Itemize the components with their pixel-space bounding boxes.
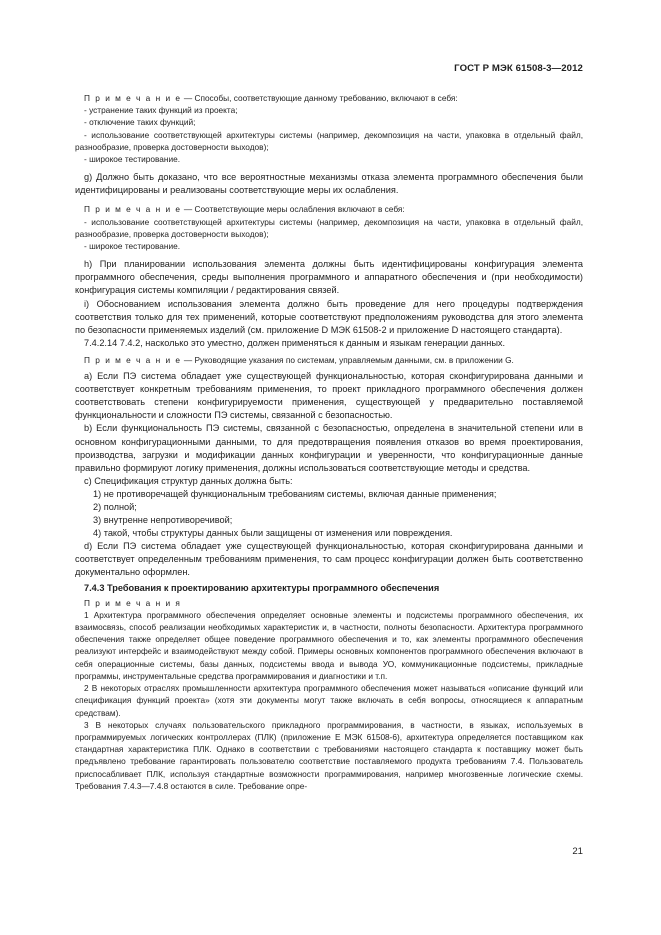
paragraph-7-4-2-14: 7.4.2.14 7.4.2, насколько это уместно, должен применяться к данным и языкам генерации данных. [84, 337, 506, 348]
note-2 [75, 203, 583, 215]
note-1-item: - использование соответствующей архитектуры системы (например, декомпозиция на части, упаковка в отдельный файл, разнообразие, проверка достоверности выходов); [75, 129, 583, 152]
list-item: 4) такой, чтобы структуры данных были защищены от изменения или повреждения. [93, 528, 453, 539]
paragraph-g: g) Должно быть доказано, что все вероятностные механизмы отказа элемента программного обеспечения были идентифицированы и реализованы соответствующие меры их ослабления. [75, 172, 583, 196]
paragraph-i: i) Обоснованием использования элемента должно быть проведение для него процедуры подтверждения соответствия только для тех применений, которые соответствуют предположениям руководства для этого элемента по безопасности применяемых изделий (см. приложение D МЭК 61508-2 и приложение D настоящего стандарта). [75, 298, 583, 335]
paragraph-h: h) При планировании использования элемента должны быть идентифицированы конфигурация элемента программного обеспечения, среды выполнения программного и аппаратного обеспечения и (при необходимости) конфигурация системы компиляции / редактирования связей. [75, 259, 583, 296]
paragraph-d: d) Если ПЭ система обладает уже существующей функциональностью, которая сконфигурирована данными и соответствует определенным требованиям применения, то сам процесс конфигурации должен быть соответственно документально оформлен. [75, 541, 583, 578]
note-1-item: - широкое тестирование. [84, 154, 181, 165]
page-content [75, 92, 583, 792]
note-label: П р и м е ч а н и е [84, 354, 182, 365]
note-item: 3 В некоторых случаях пользовательского прикладного программирования, в частности, в языках, используемых в программируемых логических контроллерах (ПЛК) (приложение Е МЭК 61508-6), архитектура определяется поставщиком как стандартная характеристика ПЛК. Однако в соответствии с требованиями настоящего стандарта к поставщику может быть предъявлено требование гарантировать пользователю соответствие поставляемого продукта требованиям 7.4. Пользователь приспосабливает ПЛК, используя стандартные возможности программирования, например многозвенные логические схемы. Требования 7.4.3—7.4.8 остаются в силе. Требование опре- [75, 719, 583, 791]
note-3 [75, 354, 583, 366]
list-item: 3) внутренне непротиворечивой; [93, 515, 233, 526]
note-item: 1 Архитектура программного обеспечения определяет основные элементы и подсистемы программного обеспечения, их взаимосвязь, способ реализации необходимых характеристик и, в частности, полноты безопасности. Архитектура программного обеспечения также определяет общее поведение программного обеспечения и то, как элементы программного обеспечения реализуют интерфейс и взаимодействуют между собой. Примеры основных компонентов программного обеспечения включают в себя операционные системы, базы данных, подсистемы ввода и вывода УО, коммуникационные подсистемы, прикладные программы, инструментальные средства программирования и диагностики и т.п. [75, 609, 583, 681]
notes-label: П р и м е ч а н и я [84, 597, 182, 608]
note-text: — Соответствующие меры ослабления включают в себя: [181, 204, 405, 215]
document-header: ГОСТ Р МЭК 61508-3—2012 [454, 63, 583, 74]
note-2-item: - использование соответствующей архитектуры системы (например, декомпозиция на части, упаковка в отдельный файл, разнообразие, проверка достоверности выходов); [75, 216, 583, 239]
page-number: 21 [572, 846, 583, 857]
note-1-item: - устранение таких функций из проекта; [84, 105, 238, 116]
note-text: — Руководящие указания по системам, управляемым данными, см. в приложении G. [181, 354, 514, 365]
note-label: П р и м е ч а н и е [84, 204, 182, 215]
paragraph-a: a) Если ПЭ система обладает уже существующей функциональностью, которая сконфигурирована данными и соответствует конкретным требованиям применения, то проект прикладного программного обеспечения должен соответствовать степени конфигурируемости применения, существующей у предварительно поставляемой функциональности и сложности ПЭ системы, связанной с безопасностью. [75, 371, 583, 421]
paragraph-b: b) Если функциональность ПЭ системы, связанной с безопасностью, определена в значительной степени или в основном конфигурационными данными, то для предотвращения появления отказов во время проектирования, производства, загрузки и модификации данных конфигурации и уверенности, что конфигурационные данные правильно формируют логику применения, должны использоваться соответствующие методы и средства. [75, 423, 583, 473]
list-item: 2) полной; [93, 502, 137, 513]
note-label: П р и м е ч а н и е [84, 93, 182, 103]
note-item: 2 В некоторых отраслях промышленности архитектура программного обеспечения может называться «описание функций или спецификация функций проекта» (хотя эти документы могут также включать в себя вопросы, относящиеся к аппаратным средствам). [75, 683, 583, 718]
list-item: 1) не противоречащей функциональным требованиям системы, включая данные применения; [93, 488, 497, 499]
paragraph-c: c) Спецификация структур данных должна быть: [84, 475, 293, 486]
note-2-item: - широкое тестирование. [84, 241, 181, 252]
section-heading: 7.4.3 Требования к проектированию архитектуры программного обеспечения [84, 582, 440, 593]
note-text: — Способы, соответствующие данному требованию, включают в себя: [181, 93, 458, 103]
note-1-item: - отключение таких функций; [84, 117, 196, 128]
note-1 [75, 92, 583, 104]
